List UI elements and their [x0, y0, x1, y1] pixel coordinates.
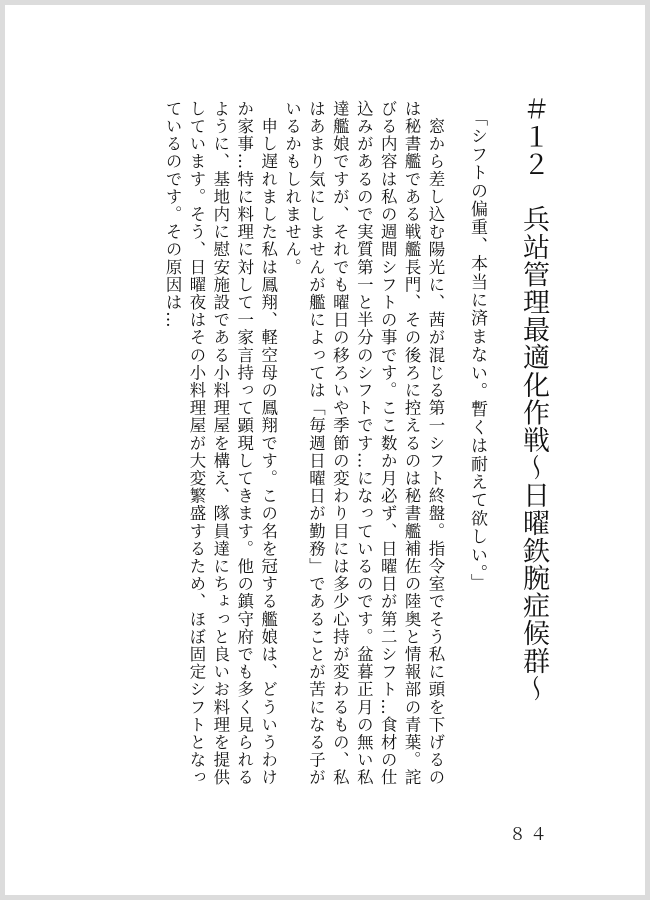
body-text [87, 100, 447, 800]
page-number: ８４ [509, 825, 551, 845]
epigraph: 「シフトの偏重、本当に済まない。暫くは耐えて欲しい。」 [467, 109, 487, 592]
paragraph: 窓から差し込む陽光に、茜が混じる第一シフト終盤。指令室でそう私に頭を下げるのは秘書艦である戦艦長門、その後ろに控えるのは秘書艦補佐の陸奥と情報部の青葉。詫びる内容は私の週間シフトの事です。ここ数か月必ず、日曜日が第二シフト…食材の仕込みがあるので実質第一と半分のシフトです…になっているのです。盆暮正月の無い私達艦娘ですが、それでも曜日の移ろいや季節の変わり目には多少心持が変わるもの、私はあまり気にしませんが艦によっては「毎週日曜日が勤務」であることが苦になる子がいるかもしれません。 [282, 100, 445, 787]
chapter-title: ＃１２ 兵站管理最適化作戦～日曜鉄腕症候群～ [518, 95, 549, 703]
book-page [5, 5, 645, 895]
paragraph: 申し遅れました私は鳳翔、軽空母の鳳翔です。この名を冠する艦娘は、どういうわけか家事…特に料理に対して一家言持って顕現してきます。他の鎮守府でも多く見られるように、基地内に慰安施設である小料理屋を構え、隊員達にちょっと良いお料理を提供しています。そう、日曜夜はその小料理屋が大変繁盛するため、ほぼ固定シフトとなっているのです。その原因は… [163, 100, 278, 787]
